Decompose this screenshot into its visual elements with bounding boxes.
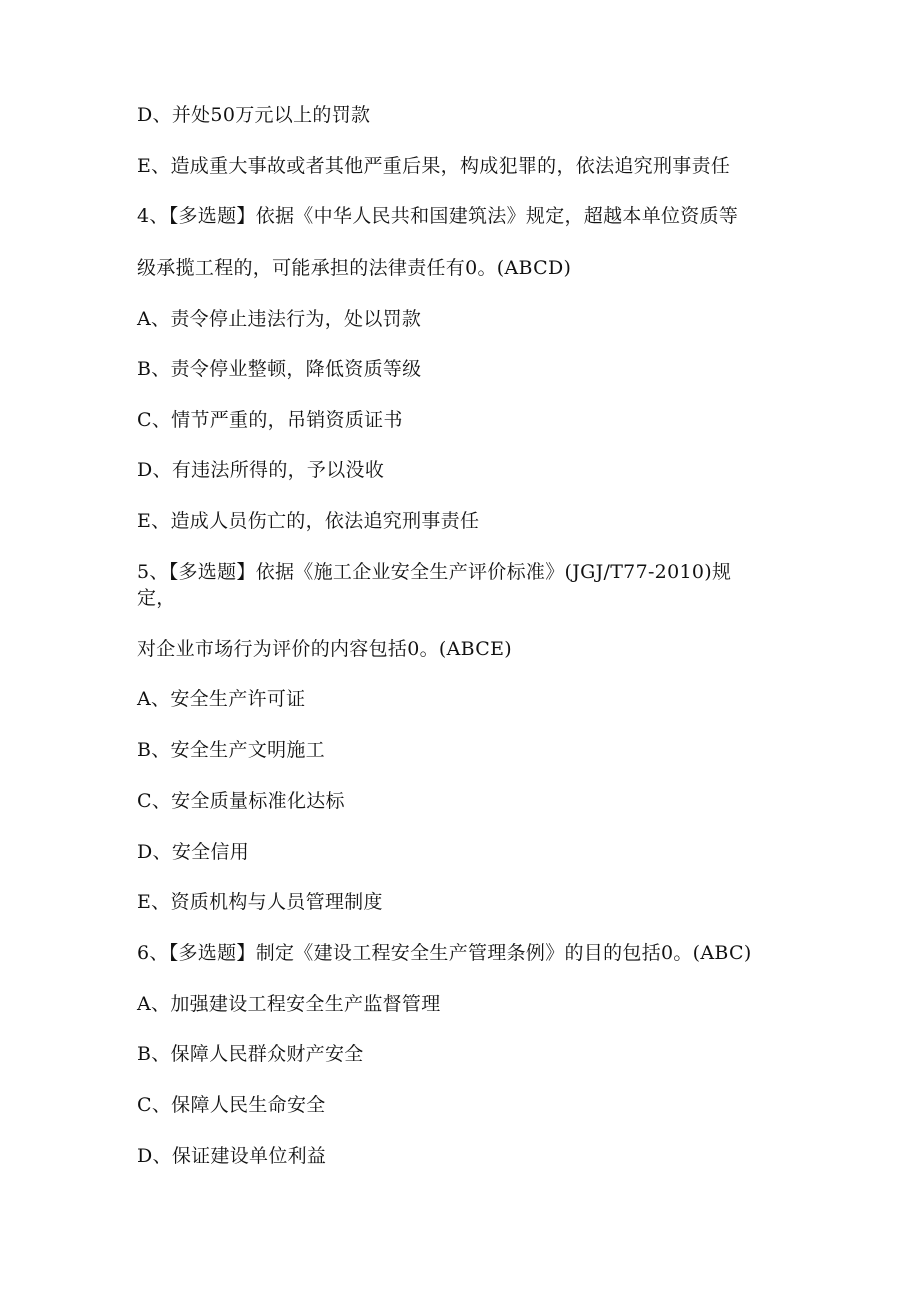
q5-option-a: A、安全生产许可证 (137, 688, 306, 710)
q5-question-line-1: 5、【多选题】依据《施工企业安全生产评价标准》(JGJ/T77-2010)规 (137, 561, 732, 583)
q6-option-a: A、加强建设工程安全生产监督管理 (137, 993, 441, 1015)
q4-option-e: E、造成人员伤亡的，依法追究刑事责任 (137, 510, 480, 532)
q6-option-c: C、保障人民生命安全 (137, 1094, 326, 1116)
q6-option-d: D、保证建设单位利益 (137, 1145, 327, 1167)
q5-option-e: E、资质机构与人员管理制度 (137, 891, 383, 913)
q4-option-c: C、情节严重的，吊销资质证书 (137, 409, 403, 431)
q6-question-line-1: 6、【多选题】制定《建设工程安全生产管理条例》的目的包括0。(ABC) (137, 942, 752, 964)
q5-option-c: C、安全质量标准化达标 (137, 790, 345, 812)
q6-option-b: B、保障人民群众财产安全 (137, 1043, 364, 1065)
q5-question-line-3: 对企业市场行为评价的内容包括0。(ABCE) (137, 638, 512, 660)
q3-option-e: E、造成重大事故或者其他严重后果，构成犯罪的，依法追究刑事责任 (137, 155, 731, 177)
q4-question-line-1: 4、【多选题】依据《中华人民共和国建筑法》规定，超越本单位资质等 (137, 205, 739, 227)
q4-option-a: A、责令停止违法行为，处以罚款 (137, 308, 422, 330)
q5-question-line-2: 定， (137, 587, 176, 609)
q5-option-d: D、安全信用 (137, 841, 250, 863)
q3-option-d: D、并处50万元以上的罚款 (137, 104, 371, 126)
q4-option-d: D、有违法所得的，予以没收 (137, 459, 385, 481)
q4-option-b: B、责令停业整顿，降低资质等级 (137, 358, 422, 380)
q4-question-line-2: 级承揽工程的，可能承担的法律责任有0。(ABCD) (137, 257, 572, 279)
q5-option-b: B、安全生产文明施工 (137, 739, 325, 761)
